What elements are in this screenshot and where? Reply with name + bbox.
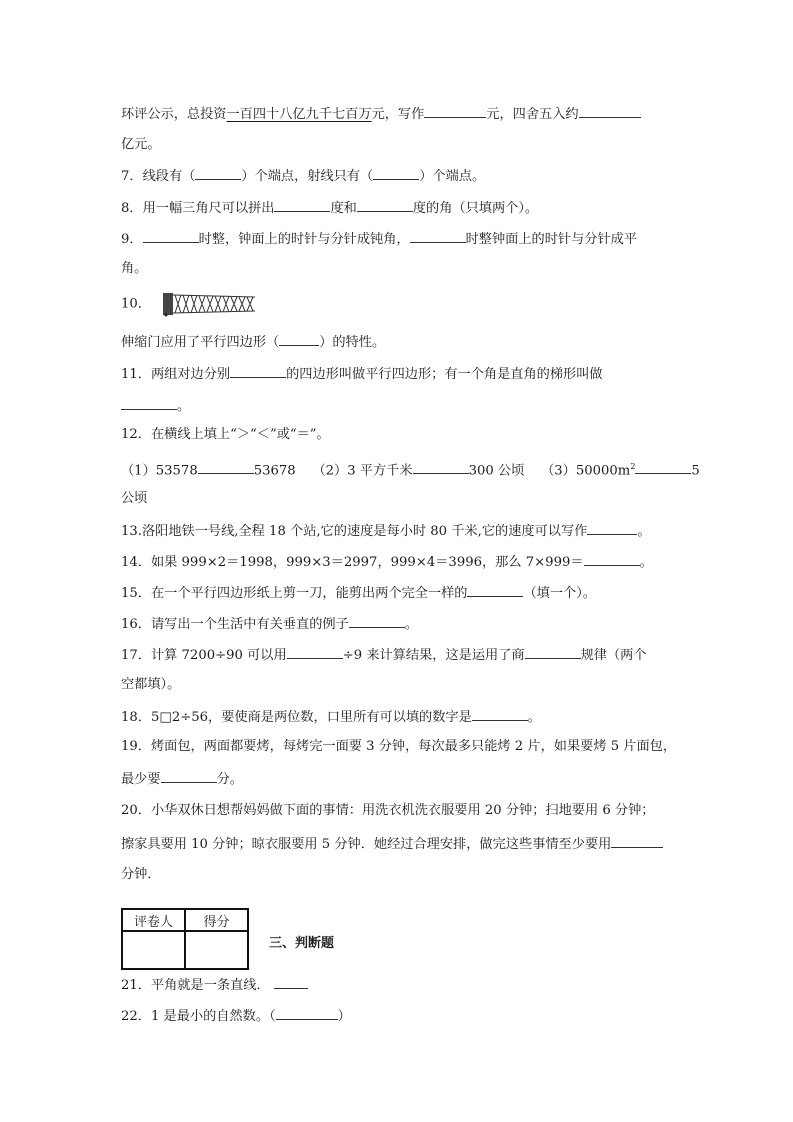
question-18 xyxy=(121,708,541,726)
answer-blank[interactable] xyxy=(587,522,637,535)
answer-blank[interactable] xyxy=(198,461,254,474)
question-6-continuation xyxy=(121,105,641,123)
question-9-end: 角。 xyxy=(121,261,148,276)
question-15 xyxy=(121,584,596,602)
score-header: 得分 xyxy=(185,909,248,931)
answer-blank[interactable] xyxy=(410,230,466,243)
question-7 xyxy=(121,167,485,185)
q13-text: 洛阳地铁一号线,全程 18 个站,它的速度是每小时 80 千米,它的速度可以写作 xyxy=(141,524,588,539)
q17-text: ÷9 来计算结果，这是运用了商 xyxy=(342,648,525,663)
question-12-end: 公顷 xyxy=(121,491,148,506)
q12-part2-right: 300 公顷 xyxy=(468,463,525,479)
question-number: 12． xyxy=(121,427,151,442)
q12-part1-left: （1）53578 xyxy=(121,463,198,479)
question-19 xyxy=(121,739,676,755)
q18-text: 。 xyxy=(527,710,541,725)
q9-text: 时整，钟面上的时针与分针成钝角， xyxy=(198,232,410,247)
answer-blank[interactable] xyxy=(373,167,419,180)
question-21 xyxy=(121,976,308,994)
answer-blank[interactable] xyxy=(635,461,691,474)
q11-text: 两组对边分别 xyxy=(150,367,231,382)
superscript: 2 xyxy=(630,462,636,471)
answer-blank[interactable] xyxy=(279,333,319,346)
question-number: 16． xyxy=(121,617,151,632)
section-title: 三、判断题 xyxy=(269,936,335,951)
q21-text: 平角就是一条直线． xyxy=(150,978,270,993)
question-10-header xyxy=(121,291,257,317)
q16-text: 。 xyxy=(404,617,418,632)
q7-text: ）个端点。 xyxy=(419,169,486,184)
answer-blank[interactable] xyxy=(287,646,343,659)
answer-blank[interactable] xyxy=(525,646,581,659)
answer-blank[interactable] xyxy=(195,167,241,180)
answer-blank[interactable] xyxy=(611,835,663,848)
q6-text: 环评公示，总投资 xyxy=(121,107,227,122)
answer-blank[interactable] xyxy=(349,615,405,628)
score-cell[interactable] xyxy=(185,931,248,969)
question-12 xyxy=(121,427,330,443)
q8-text: 度和 xyxy=(330,201,357,216)
question-20-cont xyxy=(121,835,663,853)
question-9 xyxy=(121,230,637,248)
q6-underlined-amount: 一百四十八亿九千七百万 xyxy=(226,107,372,122)
q7-text: 线段有（ xyxy=(142,169,196,184)
answer-blank[interactable] xyxy=(424,105,486,118)
question-number: 11． xyxy=(121,367,151,382)
question-number: 18． xyxy=(121,710,151,725)
answer-blank[interactable] xyxy=(274,976,308,989)
question-14 xyxy=(121,553,653,571)
question-22 xyxy=(121,1007,351,1025)
question-11-end xyxy=(121,397,190,415)
answer-blank[interactable] xyxy=(276,1007,338,1020)
q6-text: 元，写作 xyxy=(371,107,425,122)
question-number: 17． xyxy=(121,648,151,663)
answer-blank[interactable] xyxy=(161,770,217,783)
question-8 xyxy=(121,199,538,217)
question-6-end: 亿元。 xyxy=(121,137,161,152)
answer-blank[interactable] xyxy=(579,105,641,118)
question-13 xyxy=(121,522,651,540)
answer-blank[interactable] xyxy=(357,199,413,212)
answer-blank[interactable] xyxy=(467,584,523,597)
answer-blank[interactable] xyxy=(143,230,199,243)
q14-text: 如果 999×2＝1998，999×3＝2997，999×4＝3996，那么 7×999＝ xyxy=(150,555,584,570)
q19-text: 烤面包，两面都要烤，每烤完一面要 3 分钟，每次最多只能烤 2 片，如果要烤 5 片面包， xyxy=(150,739,677,754)
question-number: 19． xyxy=(121,739,151,754)
question-12-parts xyxy=(121,459,700,479)
question-number: 13. xyxy=(121,524,142,539)
question-11 xyxy=(121,365,603,383)
grader-header: 评卷人 xyxy=(122,909,185,931)
question-19-end xyxy=(121,770,243,788)
q9-text: 时整钟面上的时针与分针成平 xyxy=(465,232,638,247)
q18-text: 5□2÷56，要使商是两位数，口里所有可以填的数字是 xyxy=(150,710,472,725)
telescopic-gate-image xyxy=(161,291,257,317)
answer-blank[interactable] xyxy=(584,553,640,566)
q17-text: 计算 7200÷90 可以用 xyxy=(150,648,287,663)
question-20-end: 分钟． xyxy=(121,867,161,882)
question-number: 9． xyxy=(121,232,143,247)
question-17-end: 空都填）。 xyxy=(121,677,181,692)
question-number: 14． xyxy=(121,555,151,570)
q8-text: 用一幅三角尺可以拼出 xyxy=(142,201,275,216)
question-10 xyxy=(121,333,385,351)
q15-text: 在一个平行四边形纸上剪一刀，能剪出两个完全一样的 xyxy=(150,586,468,601)
answer-blank[interactable] xyxy=(230,365,286,378)
q16-text: 请写出一个生活中有关垂直的例子 xyxy=(150,617,349,632)
q13-text: 。 xyxy=(637,524,651,539)
question-number: 22． xyxy=(121,1009,151,1024)
q12-part3-right: 5 xyxy=(691,463,700,479)
q8-text: 度的角（只填两个）。 xyxy=(412,201,539,216)
question-16 xyxy=(121,615,418,633)
grader-cell[interactable] xyxy=(122,931,185,969)
answer-blank[interactable] xyxy=(121,397,177,410)
q12-part3-left: （3）50000m xyxy=(541,463,631,479)
q10-text: ）的特性。 xyxy=(319,335,386,350)
q12-prompt: 在横线上填上“＞“＜”或“＝”。 xyxy=(150,427,330,442)
question-number: 21． xyxy=(121,978,151,993)
score-table xyxy=(121,908,249,970)
q22-text: ） xyxy=(337,1009,351,1024)
q19-text: 最少要 xyxy=(121,772,161,787)
question-number: 8． xyxy=(121,201,143,216)
q20-text: 小华双休日想帮妈妈做下面的事情：用洗衣机洗衣服要用 20 分钟；扫地要用 6 分钟； xyxy=(150,803,655,818)
answer-blank[interactable] xyxy=(274,199,330,212)
question-number: 20． xyxy=(121,803,151,818)
q20-text: 擦家具要用 10 分钟；晾衣服要用 5 分钟．她经过合理安排，做完这些事情至少要用 xyxy=(121,837,612,852)
question-number: 7． xyxy=(121,169,143,184)
question-number: 15． xyxy=(121,586,151,601)
q10-text: 伸缩门应用了平行四边形（ xyxy=(121,335,280,350)
q11-text: 的四边形叫做平行四边形；有一个角是直角的梯形叫做 xyxy=(286,367,603,382)
q12-part1-right: 53678 xyxy=(253,463,296,479)
question-17 xyxy=(121,646,647,664)
q7-text: ）个端点，射线只有（ xyxy=(241,169,374,184)
q17-text: 规律（两个 xyxy=(580,648,647,663)
question-20 xyxy=(121,803,654,819)
q12-part2-left: （2）3 平方千米 xyxy=(312,463,413,479)
q14-text: 。 xyxy=(639,555,653,570)
q22-text: 1 是最小的自然数。（ xyxy=(150,1009,276,1024)
q6-text: 元，四舍五入约 xyxy=(486,107,579,122)
q19-text: 分。 xyxy=(216,772,243,787)
answer-blank[interactable] xyxy=(472,708,528,721)
q15-text: （填一个）。 xyxy=(523,586,596,601)
q11-text: 。 xyxy=(177,399,191,414)
answer-blank[interactable] xyxy=(413,461,469,474)
question-number: 10． xyxy=(121,296,151,312)
